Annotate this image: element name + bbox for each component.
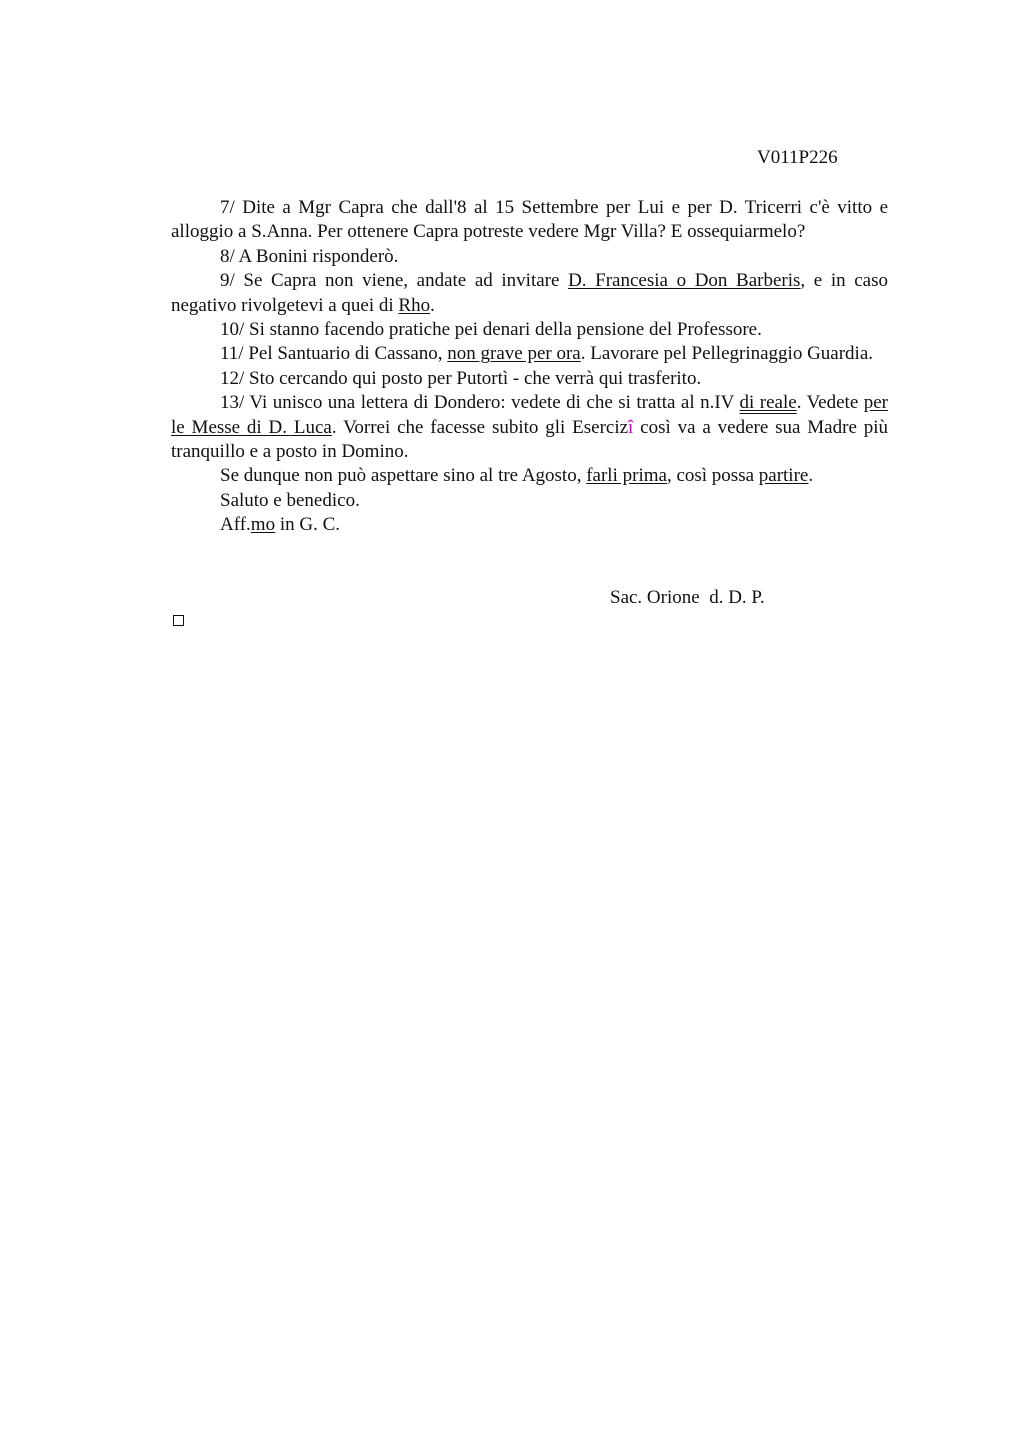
item-10: 10/ Si stanno facendo pratiche pei denari della pensione del Professore.	[220, 319, 762, 341]
underlined-names: D. Francesia o Don Barberis	[568, 270, 801, 292]
highlighted-char: î	[628, 416, 634, 438]
underlined-phrase: non grave per ora	[447, 343, 581, 365]
underlined-place: Rho	[398, 294, 431, 316]
double-underlined-phrase: di reale	[739, 392, 797, 414]
underlined-phrase: farli prima	[586, 465, 667, 487]
underlined-phrase: per le Messe di D. Luca	[171, 392, 888, 438]
page-id: V011P226	[757, 147, 838, 168]
item-8: 8/ A Bonini risponderò.	[220, 245, 399, 267]
item-9: 9/ Se Capra non viene, andate ad invitare D. Francesia o Don Barberis, e in caso negativo rivolgetevi a quei di Rho.	[171, 270, 888, 316]
item-7: 7/ Dite a Mgr Capra che dall'8 al 15 Settembre per Lui e per D. Tricerri c'è vitto e alloggio a S.Anna. Per ottenere Capra potreste vedere Mgr Villa? E ossequiarmelo?	[171, 197, 888, 243]
underlined-word: partire	[758, 465, 809, 487]
checkbox-square-icon	[173, 615, 184, 626]
item-se-dunque: Se dunque non può aspettare sino al tre Agosto, farli prima, così possa partire.	[220, 465, 814, 487]
letter-body	[171, 196, 888, 538]
item-12: 12/ Sto cercando qui posto per Putortì - che verrà qui trasferito.	[220, 367, 702, 389]
signature: Sac. Orione d. D. P.	[610, 587, 765, 608]
item-13: 13/ Vi unisco una lettera di Dondero: vedete di che si tratta al n.IV di reale. Vedete per le Messe di D. Luca. Vorrei che facesse subito gli Esercizî così va a vedere sua Madre più tranquillo e a posto in Domino.	[171, 392, 888, 463]
item-11: 11/ Pel Santuario di Cassano, non grave per ora. Lavorare pel Pellegrinaggio Guardia.	[220, 343, 874, 365]
salutation: Saluto e benedico.	[220, 489, 360, 511]
closing: Aff.mo in G. C.	[220, 514, 341, 536]
underlined-abbrev: mo	[250, 514, 276, 536]
